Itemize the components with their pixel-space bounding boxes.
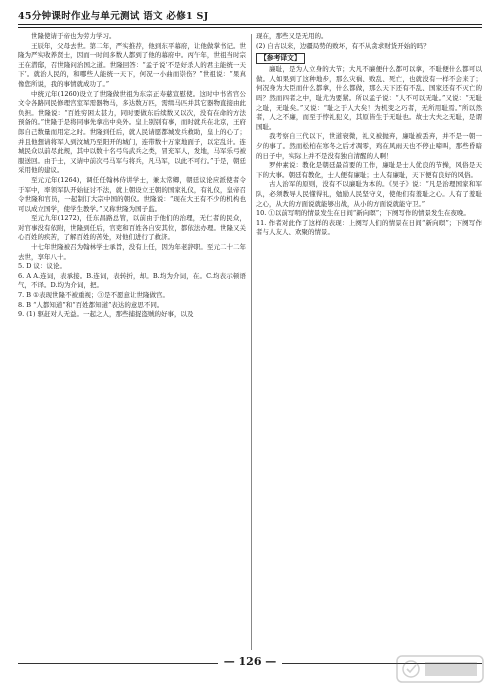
column-divider bbox=[251, 34, 252, 650]
right-paragraph: 现在，那些又是无用的。 bbox=[256, 32, 328, 40]
left-paragraph: 王辰年，父母去世。第二年，严实推荐，他到东平幕府，让他做掌书记。世隆为严实收养贤士，因而一时间多数人都到了他的幕府中。丙午年，世祖当时宗王在潜邸，召世隆问治国之道。世隆回答：“孟子说‘不是好杀人的君主能统一天下’。就治人民的，和哪些人能统一天下，何况一小曲而崇伤？”世祖说：“果真像您所说，我的事情就成功了。” bbox=[18, 41, 246, 88]
left-paragraph: 至元元年(1264)，调任任翰林侍讲学士，兼太常卿，朝廷议论应派使者令于军中，率领军队开始征讨不法，就上朝设立王朝的国家礼仪，有礼仪，皇帝召令世隆和官员，一起制订大宗中国的朝仪。世隆说：“现在大王有不少的机构也可以成立国学，使学生教学。”又称世隆为国子监。 bbox=[18, 175, 246, 213]
answer-line: 9. (1) 驱赶对人无益。一起之人，那些捕捉盗贼的好事，以及 bbox=[18, 310, 194, 319]
answer-line: 7. B ①表现世隆不被重视；③是不愿意让世隆做官。 bbox=[18, 291, 169, 300]
answer-line: 11. 作者对此作了这样的表现：上阕写人们的情景在日间“新向暝”；下阕写作者与人友人、欢聚的情景。 bbox=[256, 218, 482, 237]
right-paragraph: 我考察自三代以下，世道衰微，礼义被抛弃，廉耻被丢弃，并不是一朝一夕的事了。然而松柏在寒冬之后才凋零，鸡在风雨天也不停止啼叫，那些昏暗的日子中，实际上并不是没有独自清醒的人啊！ bbox=[256, 132, 482, 160]
page-number: — 126 — bbox=[223, 655, 277, 668]
left-paragraph: 十七年世隆被召为翰林学士承旨，没有上任，因为年老辞职。至元二十二年去世，享年八十。 bbox=[18, 243, 246, 261]
right-paragraph: (2) 自古以来，边疆局势的败坏，有不从贪求财货开始的吗？ bbox=[256, 41, 430, 50]
answer-line: 8. B “人都知道”和“百姓都知道”表达的意思不同。 bbox=[18, 300, 164, 309]
left-column bbox=[18, 32, 246, 320]
answer-line: 10. ①以前写明的情景发生在日间“新向暝”；下阕写作的情景发生在夜晚。 bbox=[256, 209, 471, 218]
header-rule-thin bbox=[18, 27, 482, 28]
answer-line: 5. D 议：议论。 bbox=[18, 262, 67, 271]
watermark-logo bbox=[395, 652, 485, 686]
right-column bbox=[256, 32, 482, 238]
reference-translation-label: 【参考译文】 bbox=[256, 53, 305, 64]
page-header: 45分钟课时作业与单元测试 语文 必修1 SJ bbox=[18, 11, 209, 22]
left-paragraph: 中统元年(1260)设立了世隆做世祖为东宗正寿慈宣慰使。这时中书省官公文令各路同民修理宫室军需器物马，多达数万匹，需缉马匹并其它器物直接由此负担。世隆说：“百姓穷困太甚力，同时要做东后续数又以次，没有在命的方法预备的。”世隆于是将同事先拿出中央外。皇上别别有事，而时就兵在北京，王府郎自己数量而用定之时。世隆到任后，就人民请愿都城发兵救助，皇上的心了；并且他想请将军人到汶城乃至阳开的城门，连带数十万家地面子，以定乱计。连城民众以前尽此规，其中以数十名弓鸟武兵之类，冒充军人，发地，马军乐弓被服送回。由于士，又请中前次弓马军与将兵，凡马军，以此不可行。”于是，朝廷采用他的建议。 bbox=[18, 89, 246, 175]
right-paragraph: 古人治军的原则，没有不以廉耻为本的。《吴子》说：“凡是治理国家和军队，必须教导人民懂得礼，勉励人民坚守义，使他们有羞耻之心。人有了羞耻之心，从大的方面说就能够出战，从小的方面说就能守卫。” bbox=[256, 180, 482, 208]
left-paragraph: 至元九年(1272)，任东昌路总管，以前由于他们的治理，无仁者的民众，对官事没有依附，世隆到任后，官吏和百姓各自安其位，都依法办理。世隆又关心百姓的疾苦，了解百姓的苦处，对他们进行了救济。 bbox=[18, 214, 246, 242]
answer-line: 6. A A.连词，表承接。B.连词，表转折，却。B.均为介词，在。C.均表示顿语气，不译。D.均为介词，把。 bbox=[18, 271, 246, 290]
header-rule-thick bbox=[18, 24, 482, 25]
right-paragraph: 罗仲素说：教化是朝廷最首要的工作，廉耻是士人优良的节操，风俗是天下的大事。朝廷有教化，士人便有廉耻；士人有廉耻，天下便有良好的风俗。 bbox=[256, 161, 482, 179]
right-paragraph: 廉耻，是为人立身的大节；大凡不廉便什么都可以拿，不耻便什么都可以做。人如果到了这种地步，那么灾祸、败乱、死亡，也就没有一样不会来了；何况身为大臣而什么都拿，什么都做，那么天下还有不乱、国家还有不灭亡的吗？然而四者之中，耻尤为要紧。所以孟子说：“人不可以无耻。”又说：“无耻之耻，无耻矣。”又说：“耻之于人大矣！为机变之巧者，无所用耻焉。”所以然者，人之不廉，而至于悖礼犯义，其原皆生于无耻也。故士大夫之无耻，是谓国耻。 bbox=[256, 65, 482, 131]
left-paragraph: 世隆使请于帝也为劳力学习。 bbox=[31, 32, 116, 40]
footer-rule-left bbox=[18, 663, 218, 664]
